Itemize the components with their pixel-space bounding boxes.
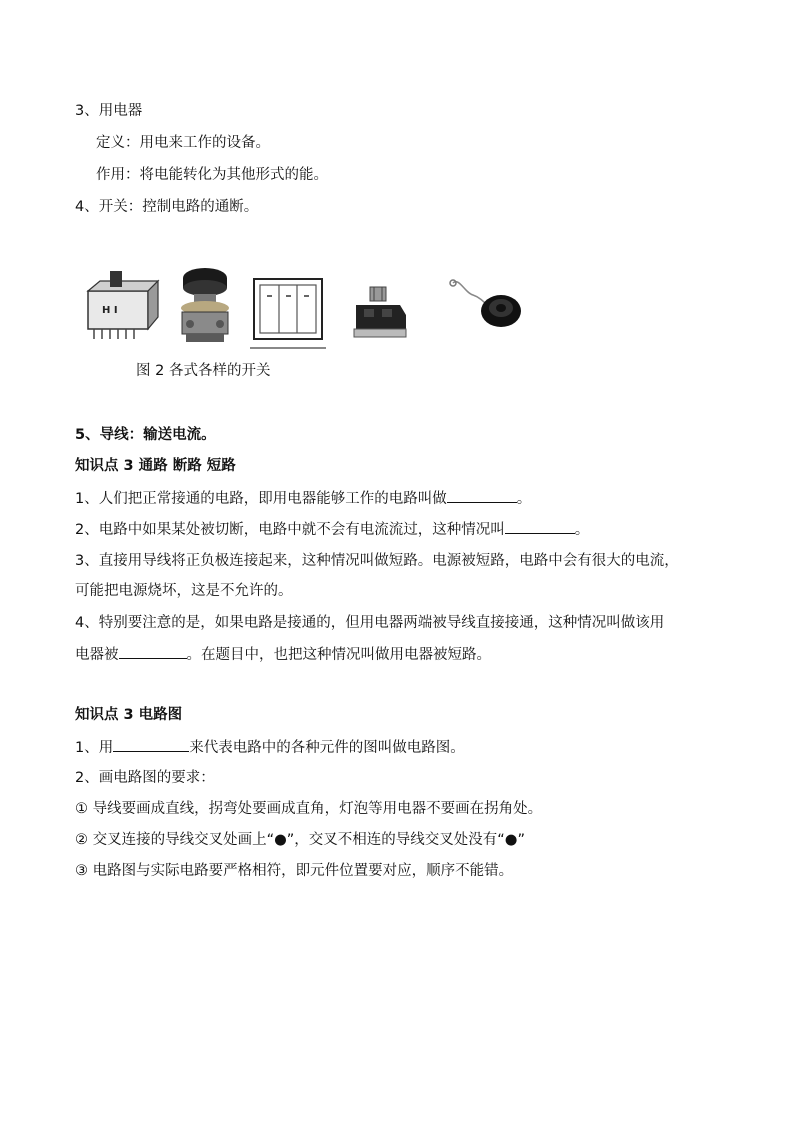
item-1-end: 。 <box>516 491 532 507</box>
appliance-function: 作用：将电能转化为其他形式的能。 <box>96 167 328 183</box>
kp-circuit-item-3-line-1: 3、直接用导线将正负极连接起来，这种情况叫做短路。电源被短路，电路中会有很大的电流， <box>75 553 679 569</box>
item-2-end: 。 <box>574 522 590 538</box>
kp-circuit-item-4-line-2 <box>75 644 491 665</box>
kp-circuit-item-3-line-2: 可能把电源烧坏，这是不允许的。 <box>75 583 293 599</box>
triple-wall-switch-image <box>250 275 326 351</box>
push-button-switch-image <box>170 262 240 347</box>
kp-circuit-item-2 <box>75 519 589 540</box>
appliance-definition: 定义：用电来工作的设备。 <box>96 135 270 151</box>
kp-circuit-states-heading: 知识点 3 通路 断路 短路 <box>75 458 236 474</box>
kp-circuit-item-1 <box>75 488 531 509</box>
toggle-switch-image <box>350 285 410 345</box>
item-4-end: 。在题目中，也把这种情况叫做用电器被短路。 <box>186 647 491 663</box>
requirement-3: ③ 电路图与实际电路要严格相符，即元件位置要对应，顺序不能错。 <box>75 863 514 879</box>
fill-blank-symbols[interactable] <box>113 737 189 752</box>
kp-circuit-item-4-line-1: 4、特别要注意的是，如果电路是接通的，但用电器两端被导线直接接通，这种情况叫做该用 <box>75 615 665 631</box>
wire-definition: 5、导线：输送电流。 <box>75 427 216 443</box>
kp-diagram-item-1 <box>75 737 465 758</box>
kp-diagram-item-2: 2、画电路图的要求： <box>75 770 215 786</box>
requirement-1: ① 导线要画成直线，拐弯处要画成直角，灯泡等用电器不要画在拐角处。 <box>75 801 543 817</box>
fill-blank-open-circuit[interactable] <box>505 519 575 534</box>
slide-switch-label: H I <box>102 305 118 316</box>
item-2-text: 2、电路中如果某处被切断，电路中就不会有电流流过，这种情况叫 <box>75 522 505 538</box>
fill-blank-closed-circuit[interactable] <box>447 488 517 503</box>
kp-circuit-diagram-heading: 知识点 3 电路图 <box>75 707 183 723</box>
switch-definition: 4、开关：控制电路的通断。 <box>75 199 259 215</box>
section-3-heading: 3、用电器 <box>75 103 143 119</box>
diagram-item-1-end: 来代表电路中的各种元件的图叫做电路图。 <box>189 740 465 756</box>
figure-caption: 图 2 各式各样的开关 <box>136 363 271 379</box>
fill-blank-short-circuited[interactable] <box>119 644 187 659</box>
pull-cord-switch-image <box>445 275 525 335</box>
item-1-text: 1、人们把正常接通的电路，即用电器能够工作的电路叫做 <box>75 491 447 507</box>
requirement-2: ② 交叉连接的导线交叉处画上“●”，交叉不相连的导线交叉处没有“●” <box>75 832 525 848</box>
diagram-item-1-text: 1、用 <box>75 740 114 756</box>
slide-switch-image <box>80 265 160 345</box>
item-4-text: 电器被 <box>75 647 119 663</box>
